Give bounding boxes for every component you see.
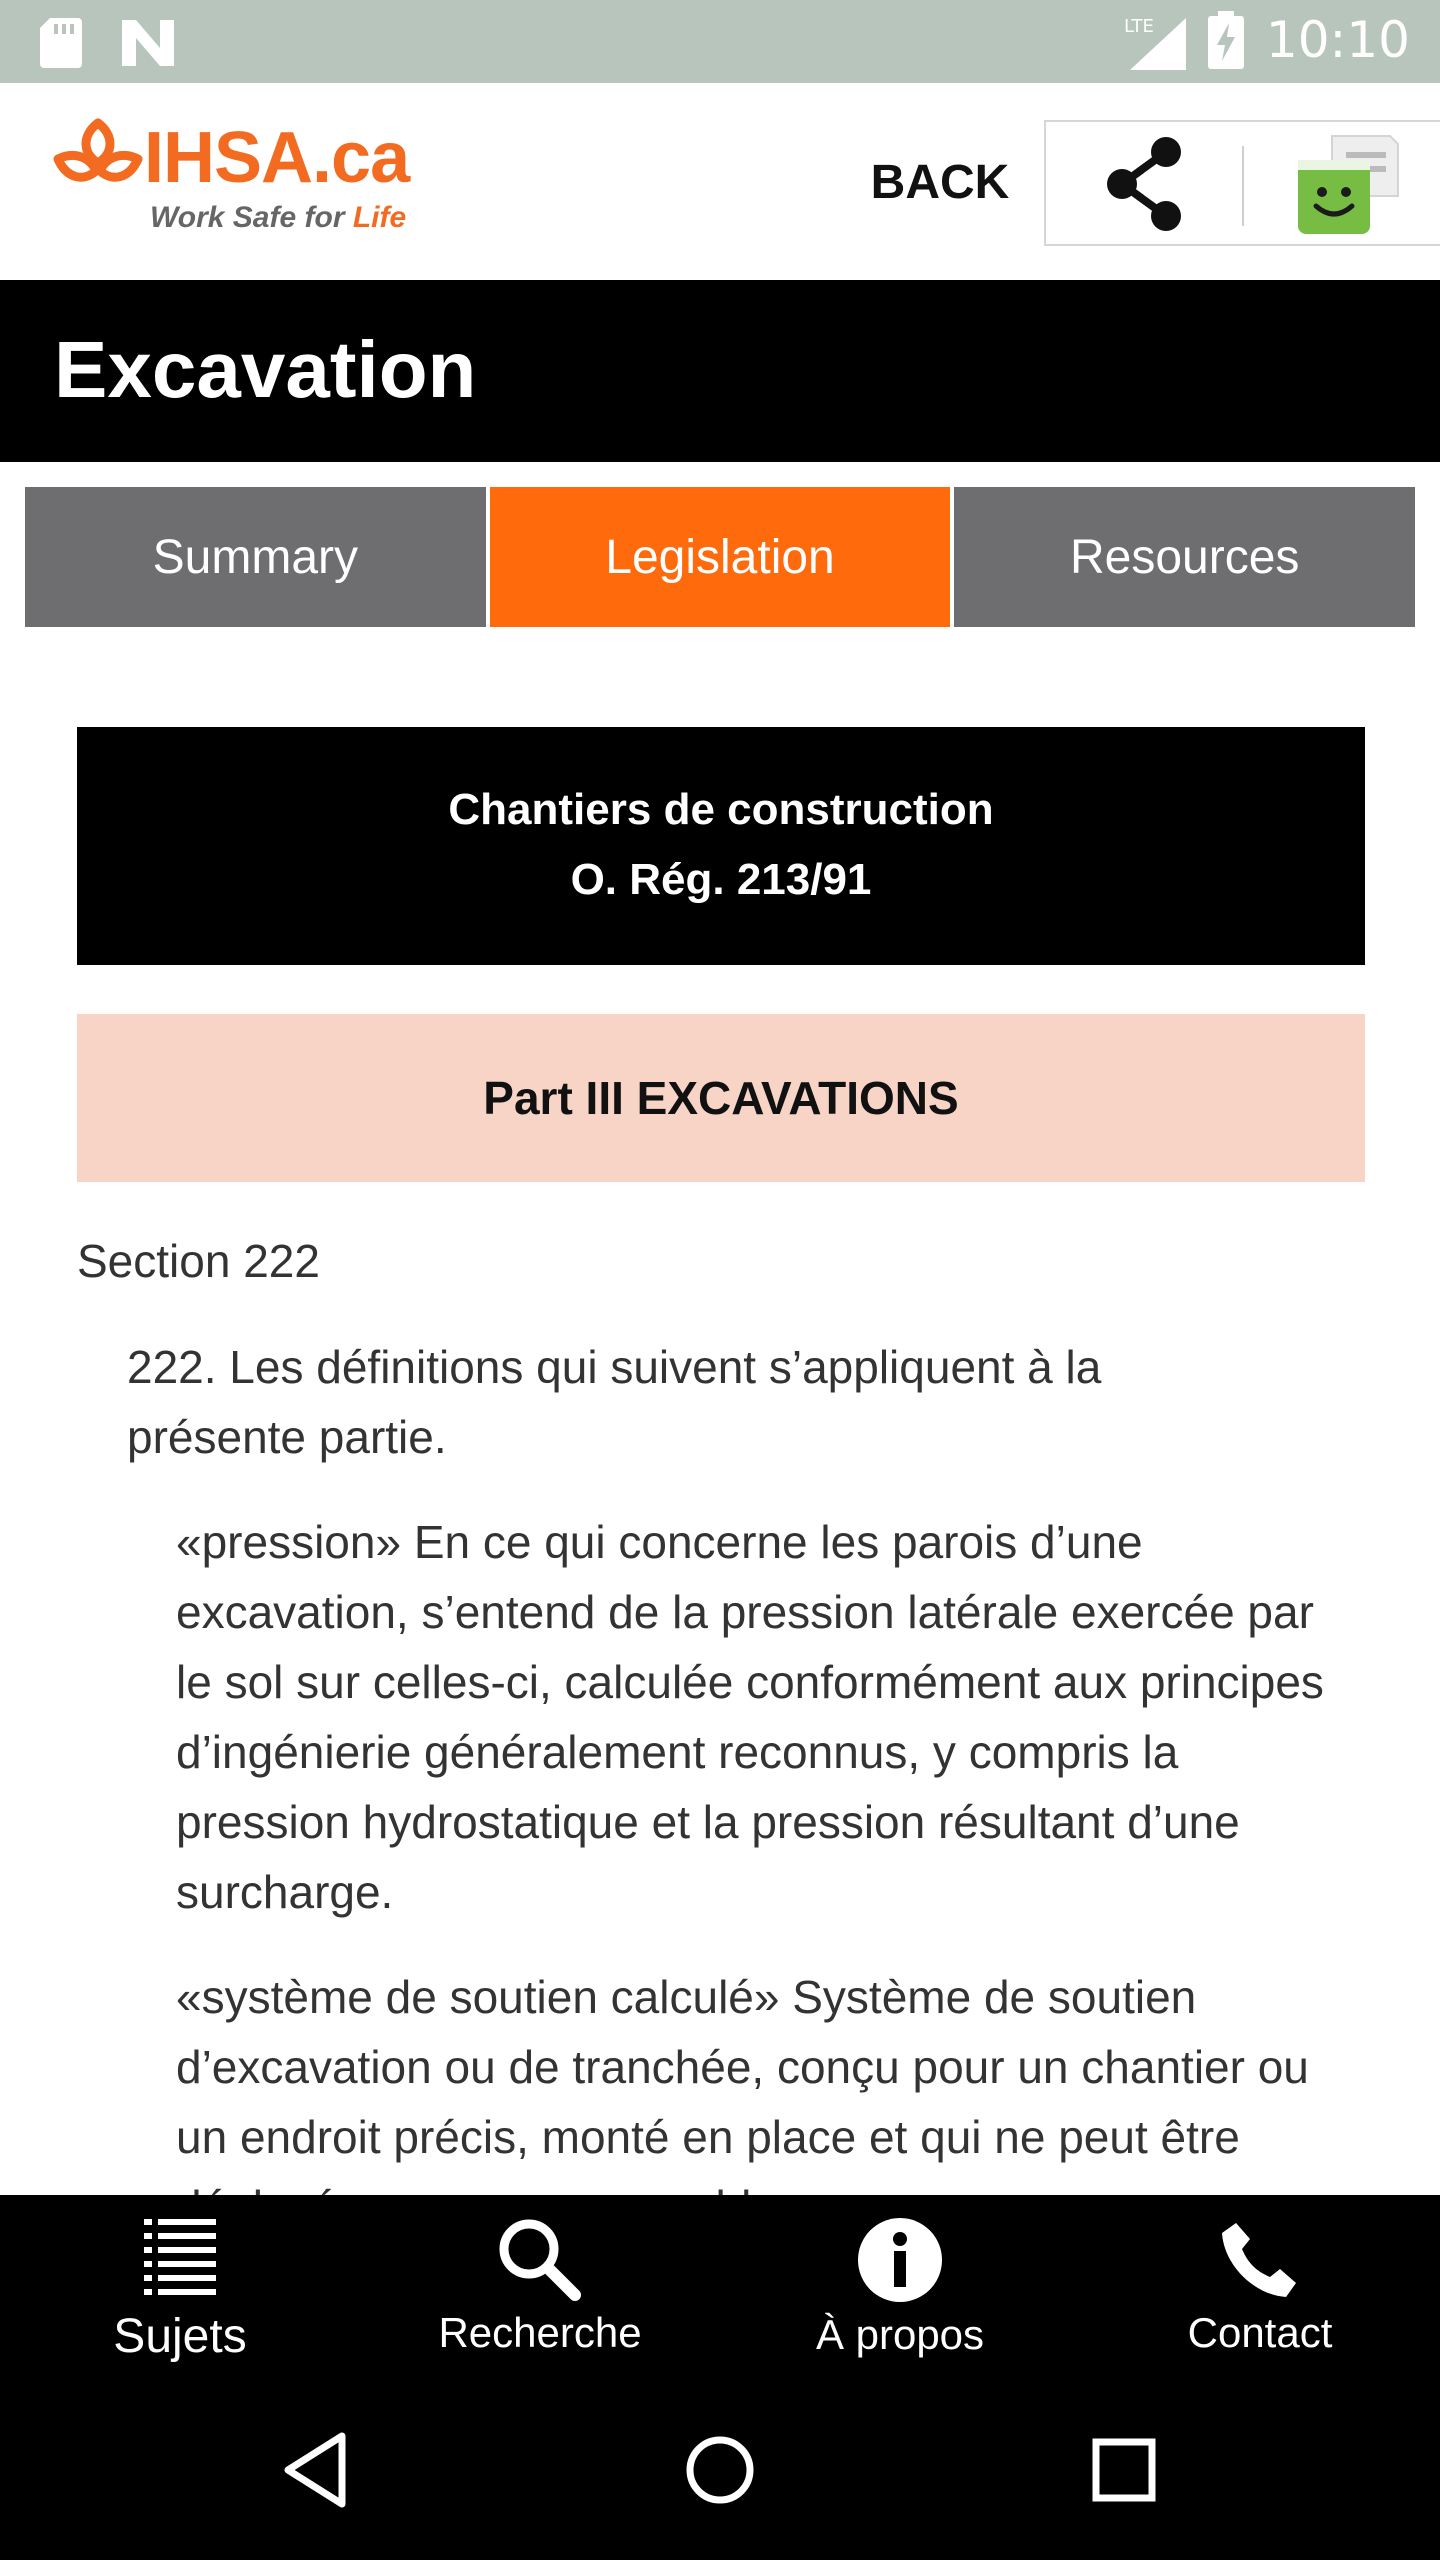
nav-contact[interactable] (1080, 2195, 1440, 2380)
app-header (0, 83, 1440, 280)
back-button[interactable]: BACK (870, 156, 1010, 209)
circle-home-icon (670, 2420, 770, 2520)
section-label: Section 222 (77, 1235, 320, 1287)
title-bar (0, 280, 1440, 462)
nav-label-recherche: Recherche (438, 2309, 642, 2356)
trillium-logo-icon (52, 115, 144, 207)
page-title: Excavation (54, 325, 477, 414)
ihsa-logo[interactable] (52, 111, 432, 251)
sd-card-icon (40, 18, 82, 68)
square-recents-icon (1074, 2420, 1174, 2520)
nav-label-a-propos: À propos (815, 2311, 985, 2358)
nav-recherche[interactable] (360, 2195, 720, 2380)
regulation-number: O. Rég. 213/91 (570, 855, 872, 904)
tab-bar (25, 487, 1415, 627)
notes-smiley-icon (1286, 130, 1406, 240)
nav-label-sujets: Sujets (113, 2310, 247, 2363)
status-time: 10:10 (1265, 11, 1410, 69)
battery-charging-icon (1208, 11, 1244, 69)
logo-wordmark: IHSA.ca (144, 118, 410, 198)
nav-sujets[interactable] (0, 2195, 360, 2380)
svg-text:LTE: LTE (1123, 16, 1154, 37)
system-home-button[interactable] (670, 2420, 770, 2520)
system-recents-button[interactable] (1074, 2420, 1174, 2520)
toolbox-divider (1242, 146, 1244, 226)
regulation-banner (77, 727, 1365, 965)
share-icon (1096, 136, 1196, 232)
tab-resources[interactable]: Resources (950, 487, 1415, 627)
status-bar (0, 0, 1440, 83)
lte-signal-icon (1122, 10, 1186, 70)
section-222-intro: 222. Les définitions qui suivent s’appliquent à la présente partie. (127, 1341, 1102, 1463)
search-icon (495, 2217, 585, 2301)
system-nav-bar (0, 2380, 1440, 2560)
legislation-content[interactable] (0, 627, 1440, 2195)
header-toolbox (1044, 120, 1440, 246)
phone-icon (1218, 2217, 1302, 2301)
nav-a-propos[interactable] (720, 2195, 1080, 2380)
regulation-title: Chantiers de construction (448, 785, 994, 834)
share-button[interactable] (1096, 136, 1196, 232)
tab-legislation[interactable]: Legislation (486, 487, 951, 627)
definition-pression: «pression» En ce qui concerne les parois d’une excavation, s’entend de la pression latérale exercée par le sol sur celles-ci, calculée conformément aux principes d’ingénierie généralement reconnus, y compris la pression hydrostatique et la pression résultant d’une surcharge. (176, 1516, 1324, 1918)
definition-systeme-soutien: «système de soutien calculé» Système de soutien d’excavation ou de tranchée, conçu pour un chantier ou un endroit précis, monté en place et qui ne peut être (176, 1971, 1309, 2163)
bottom-nav (0, 2195, 1440, 2380)
n-notification-icon (122, 20, 174, 66)
system-back-button[interactable] (270, 2420, 370, 2520)
part-heading: Part III EXCAVATIONS (77, 1014, 1365, 1182)
tab-summary[interactable]: Summary (25, 487, 486, 627)
info-icon (857, 2217, 943, 2303)
logo-tagline: Work Safe for Life (150, 201, 407, 234)
nav-label-contact: Contact (1187, 2309, 1333, 2356)
notes-button[interactable] (1286, 130, 1406, 240)
list-icon (140, 2217, 220, 2301)
triangle-back-icon (270, 2420, 370, 2520)
